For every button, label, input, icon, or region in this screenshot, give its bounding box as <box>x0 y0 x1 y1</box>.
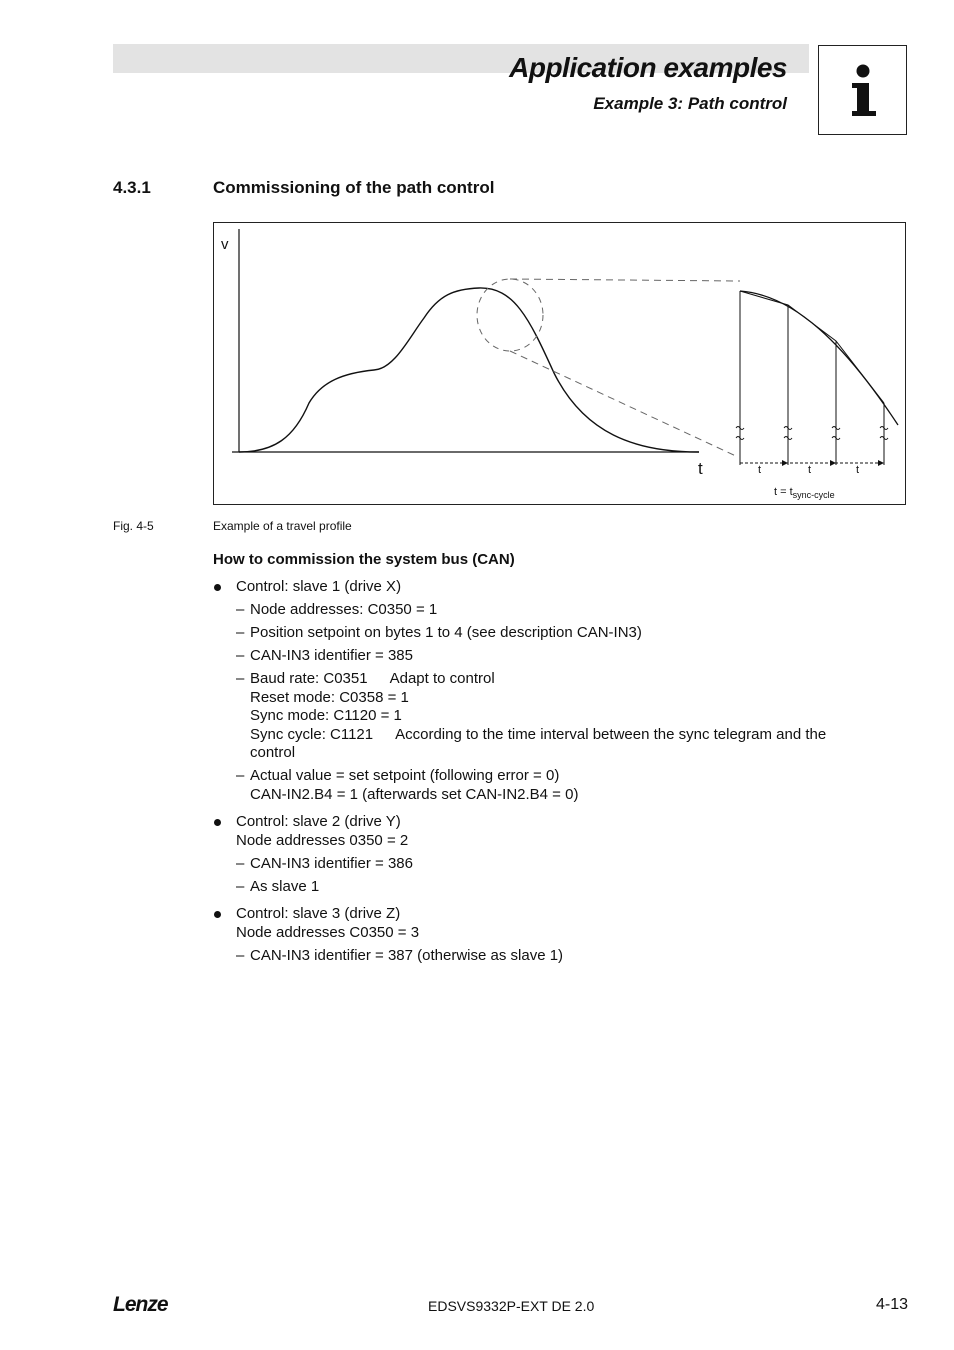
sync-cycle-label: Sync cycle: C1121 <box>250 725 374 743</box>
page-title: Application examples <box>509 52 787 83</box>
bullet-text: Control: slave 3 (drive Z) <box>236 905 401 922</box>
info-icon-box <box>818 45 907 135</box>
sync-mode: Sync mode: C1120 = 1 <box>250 707 402 724</box>
projection-bottom <box>510 351 738 457</box>
dash-item <box>236 601 883 620</box>
zoom-circle <box>477 279 543 351</box>
interval-label-2: t <box>808 464 812 476</box>
instructions-list <box>213 578 883 974</box>
can-in2: CAN-IN2.B4 = 1 (afterwards set CAN-IN2.B4 = 0) <box>250 785 579 803</box>
info-icon <box>819 46 908 136</box>
page-number: 4-13 <box>875 1296 908 1313</box>
baud-label: Baud rate: C0351 <box>250 670 368 687</box>
dash-text: Node addresses: C0350 = 1 <box>250 601 438 618</box>
dash-item <box>236 670 883 763</box>
reset-mode: Reset mode: C0358 = 1 <box>250 688 409 706</box>
dash-icon: – <box>236 670 245 687</box>
list-item <box>213 578 883 804</box>
baud-value: Adapt to control <box>389 670 495 687</box>
dash-icon: – <box>236 946 245 964</box>
sync-cycle-value: According to the time interval between the sync telegram and the <box>395 725 827 743</box>
figure-caption: Example of a travel profile <box>213 519 352 533</box>
list-item <box>213 905 883 965</box>
dash-item <box>236 624 883 643</box>
bullet-text: Control: slave 2 (drive Y) <box>236 813 401 830</box>
dash-icon: – <box>236 767 245 784</box>
dash-text: As slave 1 <box>250 877 320 895</box>
bullet-subtext: Node addresses C0350 = 3 <box>236 923 420 941</box>
zoomed-curve <box>740 291 898 425</box>
dash-item <box>236 647 883 666</box>
dash-item <box>236 947 883 966</box>
document-id: EDSVS9332P-EXT DE 2.0 <box>428 1298 595 1314</box>
section-number: 4.3.1 <box>113 178 151 197</box>
projection-top <box>510 279 740 281</box>
break-marks <box>736 427 888 440</box>
travel-profile-curve <box>239 288 699 452</box>
bullet-icon <box>214 819 221 826</box>
sync-cycle-cont: control <box>250 744 296 761</box>
dash-text: CAN-IN3 identifier = 387 (otherwise as slave 1) <box>250 946 564 964</box>
travel-profile-diagram <box>214 223 907 506</box>
dash-icon: – <box>236 854 245 872</box>
list-item <box>213 813 883 896</box>
lenze-logo: Lenze <box>113 1293 168 1316</box>
instructions-heading: How to commission the system bus (CAN) <box>213 551 515 568</box>
dash-icon: – <box>236 647 245 664</box>
section-title: Commissioning of the path control <box>213 178 495 197</box>
page-subtitle: Example 3: Path control <box>593 94 787 113</box>
dash-text: CAN-IN3 identifier = 385 <box>250 647 413 664</box>
dash-item <box>236 767 883 804</box>
interval-label-1: t <box>758 464 762 476</box>
t-label: t <box>698 459 703 478</box>
interval-label-3: t <box>856 464 860 476</box>
bullet-text: Control: slave 1 (drive X) <box>236 578 402 595</box>
travel-profile-figure <box>213 222 906 505</box>
dash-item <box>236 855 883 874</box>
bullet-icon <box>214 911 221 918</box>
sampled-polyline <box>740 291 884 403</box>
dash-icon: – <box>236 877 245 895</box>
v-label: v <box>221 236 229 253</box>
dash-text: CAN-IN3 identifier = 386 <box>250 854 413 872</box>
dash-icon: – <box>236 624 245 641</box>
bullet-subtext: Node addresses 0350 = 2 <box>236 831 409 849</box>
dash-text: Position setpoint on bytes 1 to 4 (see description CAN-IN3) <box>250 624 642 641</box>
sync-cycle-label: $t = t_{sync-cycle}$ <box>774 486 835 500</box>
bullet-icon <box>214 584 221 591</box>
actual-value: Actual value = set setpoint (following error = 0) <box>250 767 560 784</box>
dash-item <box>236 878 883 897</box>
figure-number: Fig. 4-5 <box>113 519 154 533</box>
dash-icon: – <box>236 601 245 618</box>
